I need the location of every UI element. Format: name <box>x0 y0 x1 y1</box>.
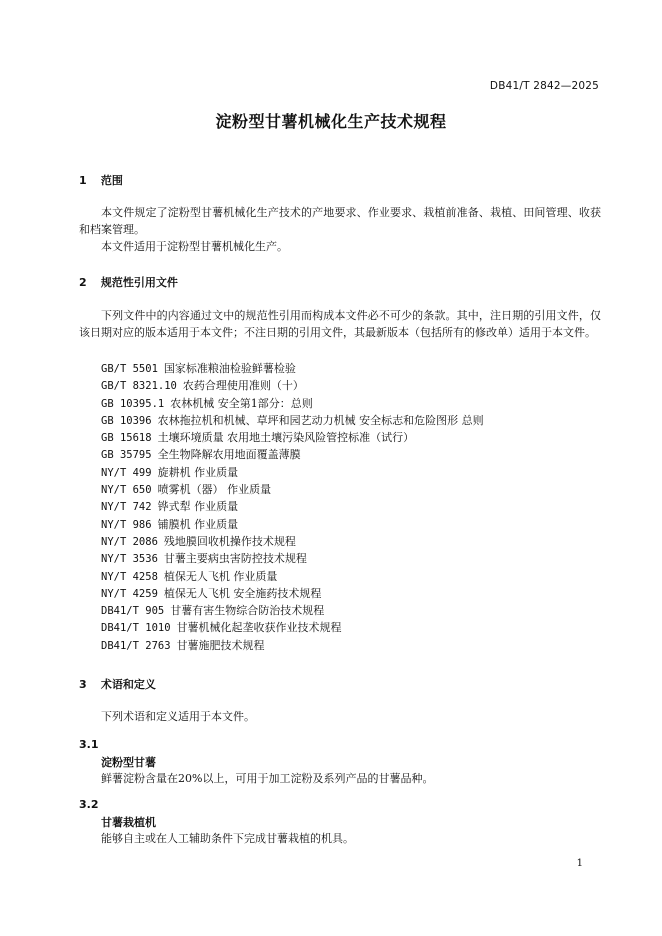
term-3-1-name: 淀粉型甘薯 <box>101 756 156 769</box>
reference-code: DB41/T 1010 <box>101 622 171 635</box>
reference-title: 农药合理使用准则（十） <box>182 379 304 393</box>
reference-title: 甘薯施肥技术规程 <box>176 638 265 652</box>
reference-code: NY/T 2086 <box>101 535 158 548</box>
reference-title: 残地膜回收机操作技术规程 <box>163 534 296 548</box>
section-1-number: 1 <box>79 174 87 187</box>
reference-title: 农林拖拉机和机械、草坪和园艺动力机械 安全标志和危险图形 总则 <box>157 413 484 427</box>
section-1-paragraph-2: 本文件适用于淀粉型甘薯机械化生产。 <box>101 240 288 253</box>
reference-item <box>101 585 484 602</box>
section-3-paragraph-1: 下列术语和定义适用于本文件。 <box>101 710 255 723</box>
reference-title: 喷雾机（器） 作业质量 <box>157 483 272 497</box>
reference-code: NY/T 4258 <box>101 570 158 583</box>
reference-item <box>101 602 484 619</box>
reference-item <box>101 360 484 377</box>
reference-code: NY/T 4259 <box>101 587 158 600</box>
reference-item <box>101 481 484 498</box>
reference-code: GB 10396 <box>101 414 152 427</box>
section-3-heading <box>79 676 156 692</box>
section-3-title: 术语和定义 <box>100 678 156 691</box>
reference-title: 全生物降解农用地面覆盖薄膜 <box>157 448 301 462</box>
reference-code: DB41/T 2763 <box>101 639 171 652</box>
section-1-heading <box>79 172 123 188</box>
reference-item <box>101 637 484 654</box>
reference-item <box>101 533 484 550</box>
reference-item <box>101 429 484 446</box>
term-3-2-definition: 能够自主或在人工辅助条件下完成甘薯栽植的机具。 <box>101 832 354 845</box>
section-1-title: 范围 <box>100 174 123 187</box>
reference-title: 铺膜机 作业质量 <box>157 517 239 531</box>
reference-title: 植保无人飞机 作业质量 <box>163 569 278 583</box>
section-2-title: 规范性引用文件 <box>100 276 178 289</box>
reference-item <box>101 412 484 429</box>
reference-title: 甘薯机械化起垄收获作业技术规程 <box>176 621 342 635</box>
reference-title: 甘薯有害生物综合防治技术规程 <box>170 604 325 618</box>
section-2-number: 2 <box>79 276 87 289</box>
reference-title: 铧式犁 作业质量 <box>157 500 239 514</box>
section-2-heading <box>79 274 178 290</box>
reference-item <box>101 464 484 481</box>
reference-title: 土壤环境质量 农用地土壤污染风险管控标准（试行） <box>157 431 415 445</box>
term-3-2-name: 甘薯栽植机 <box>101 816 156 829</box>
reference-code: GB 15618 <box>101 432 152 445</box>
reference-code: NY/T 986 <box>101 518 152 531</box>
reference-code: GB 10395.1 <box>101 397 165 410</box>
reference-code: NY/T 742 <box>101 501 152 514</box>
reference-item <box>101 619 484 636</box>
page-number: 1 <box>576 858 583 869</box>
reference-code: NY/T 3536 <box>101 553 158 566</box>
reference-item <box>101 446 484 463</box>
term-3-1-definition: 鲜薯淀粉含量在20%以上，可用于加工淀粉及系列产品的甘薯品种。 <box>101 772 434 785</box>
reference-title: 旋耕机 作业质量 <box>157 465 239 479</box>
document-title: 淀粉型甘薯机械化生产技术规程 <box>215 112 447 131</box>
section-1-paragraph-1: 本文件规定了淀粉型甘薯机械化生产技术的产地要求、作业要求、栽植前准备、栽植、田间管理、收获和档案管理。 <box>79 206 601 237</box>
reference-title: 植保无人飞机 安全施药技术规程 <box>163 586 322 600</box>
doc-code: DB41/T 2842—2025 <box>489 80 599 92</box>
reference-item <box>101 377 484 394</box>
reference-code: GB/T 5501 <box>101 363 158 375</box>
reference-code: GB 35795 <box>101 449 152 462</box>
reference-item <box>101 550 484 567</box>
reference-list <box>101 360 484 654</box>
reference-code: NY/T 499 <box>101 466 152 479</box>
reference-code: NY/T 650 <box>101 484 152 497</box>
term-3-2-number: 3.2 <box>79 798 99 811</box>
term-3-1-number: 3.1 <box>79 738 99 751</box>
reference-title: 甘薯主要病虫害防控技术规程 <box>163 552 307 566</box>
reference-item <box>101 498 484 515</box>
reference-title: 农林机械 安全第1部分：总则 <box>170 396 313 410</box>
section-2-paragraph-1: 下列文件中的内容通过文中的规范性引用而构成本文件必不可少的条款。其中，注日期的引用文件，仅该日期对应的版本适用于本文件；不注日期的引用文件，其最新版本（包括所有的修改单）适用于本文件。 <box>79 309 601 340</box>
reference-item <box>101 568 484 585</box>
section-3-number: 3 <box>79 678 87 691</box>
reference-item <box>101 516 484 533</box>
reference-title: 国家标准粮油检验鲜薯检验 <box>163 362 296 375</box>
reference-code: GB/T 8321.10 <box>101 380 177 393</box>
reference-item <box>101 395 484 412</box>
reference-code: DB41/T 905 <box>101 605 165 618</box>
